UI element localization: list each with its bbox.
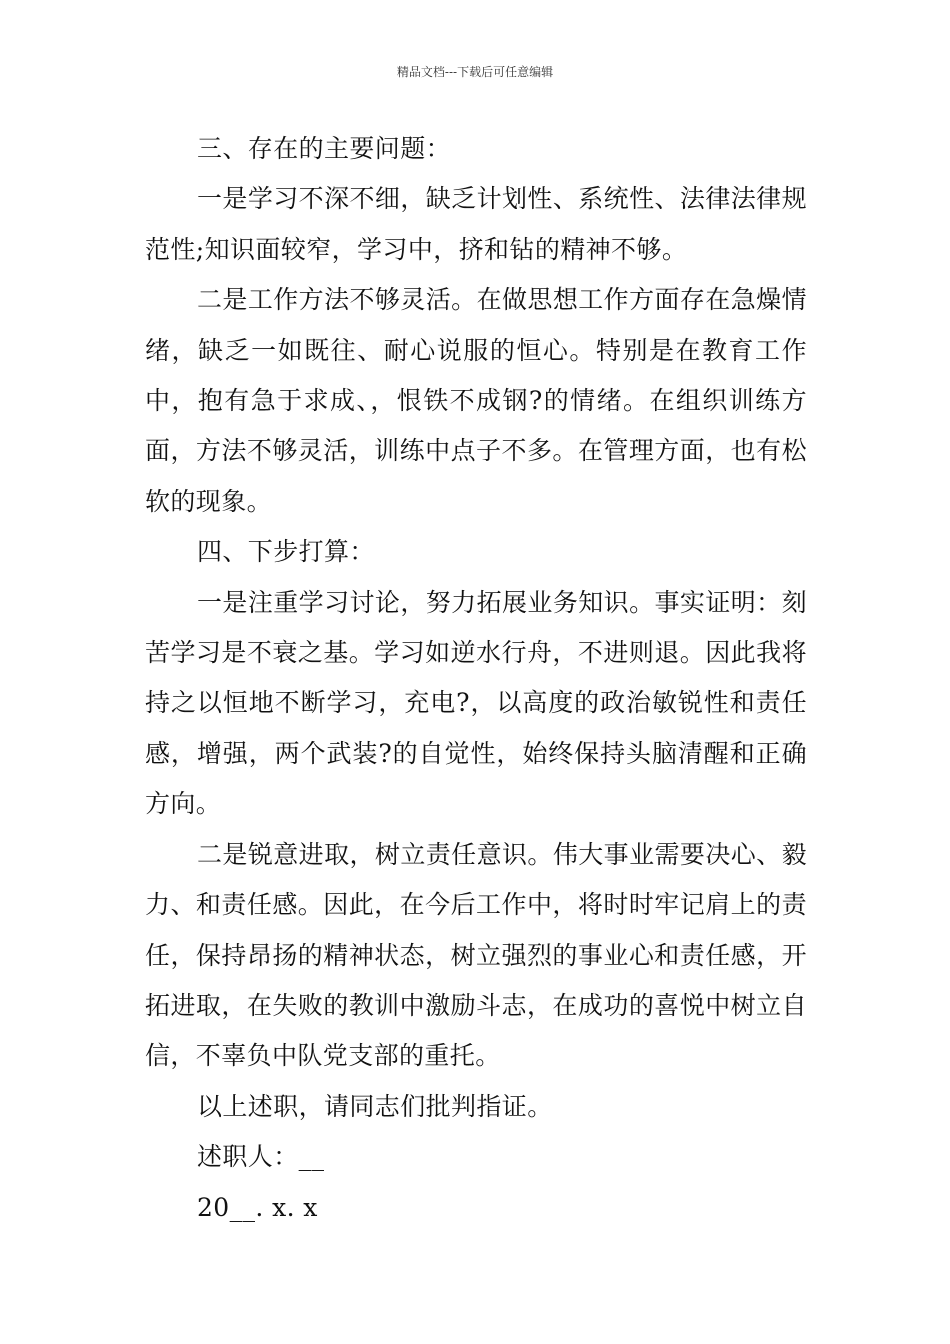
- reporter-line: 述职人：__: [197, 1142, 325, 1172]
- paragraph-study-issue: 一是学习不深不细，缺乏计划性、系统性、法律法律规范性;知识面较窄，学习中，挤和钻的精神不够。: [145, 184, 807, 264]
- page-header: 精品文档---下载后可任意编辑: [396, 65, 554, 79]
- closing-line: 以上述职，请同志们批判指证。: [197, 1091, 553, 1121]
- date-line: 20__. x. x: [197, 1192, 318, 1222]
- document-body: [145, 124, 807, 1233]
- paragraph-study-plan: 一是注重学习讨论，努力拓展业务知识。事实证明：刻苦学习是不衰之基。学习如逆水行舟，不进则退。因此我将持之以恒地不断学习，充电?，以高度的政治敏锐性和责任感，增强，两个武装?的自觉性，始终保持头脑清醒和正确方向。: [145, 587, 807, 819]
- paragraph-responsibility-plan: 二是锐意进取，树立责任意识。伟大事业需要决心、毅力、和责任感。因此，在今后工作中，将时时牢记肩上的责任，保持昂扬的精神状态，树立强烈的事业心和责任感，开拓进取，在失败的教训中激励斗志，在成功的喜悦中树立自信，不辜负中队党支部的重托。: [145, 839, 807, 1071]
- paragraph-work-method-issue: 二是工作方法不够灵活。在做思想工作方面存在急燥情绪，缺乏一如既往、耐心说服的恒心。特别是在教育工作中，抱有急于求成、，恨铁不成钢?的情绪。在组织训练方面，方法不够灵活，训练中点子不多。在管理方面，也有松软的现象。: [145, 285, 807, 516]
- section-heading-next-steps: 四、下步打算：: [197, 537, 375, 567]
- section-heading-problems: 三、存在的主要问题：: [197, 134, 452, 163]
